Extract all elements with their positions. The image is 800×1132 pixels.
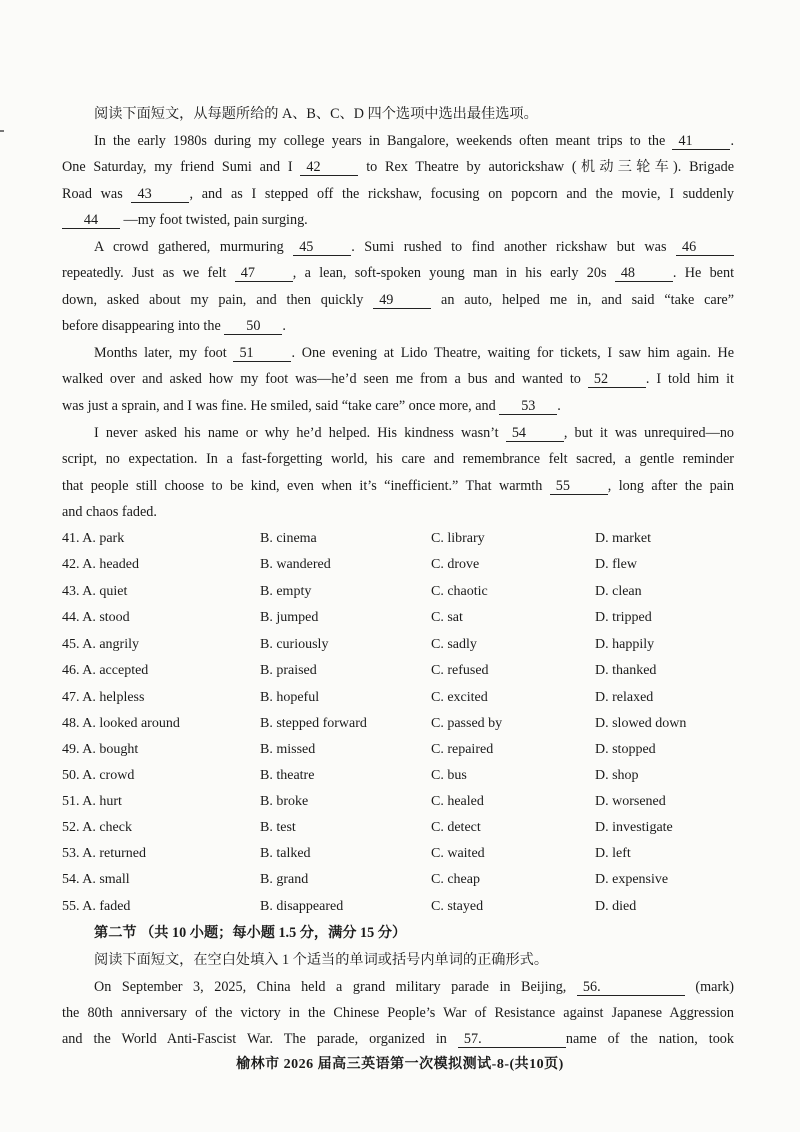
option-d: D. stopped [595,742,656,757]
section-2-heading: 第二节 （共 10 小题；每小题 1.5 分，满分 15 分） [94,925,407,941]
section-2-line-1: On September 3, 2025, China held a grand military parade in Beijing, 56. (mark) [94,979,735,995]
option-c: C. excited [431,690,488,705]
option-c: C. cheap [431,872,480,887]
option-b: B. curiously [260,637,329,652]
option-c: C. bus [431,768,467,783]
option-row-42 [62,555,734,577]
option-row-49 [62,740,734,762]
option-b: B. hopeful [260,690,320,705]
option-b: B. theatre [260,768,315,783]
option-b: B. talked [260,846,311,861]
option-b: B. disappeared [260,899,344,914]
option-c: C. stayed [431,899,484,914]
option-row-45 [62,635,734,657]
blank-50: 50 [224,318,282,335]
blank-43: 43 [131,186,189,203]
option-d: D. flew [595,557,637,572]
option-a: 48. A. looked around [62,716,180,731]
option-b: B. stepped forward [260,716,367,731]
passage-line-3: Road was 43 , and as I stepped off the rickshaw, focusing on popcorn and the movie, I suddenly [62,186,734,202]
option-c: C. refused [431,663,489,678]
option-d: D. clean [595,584,642,599]
blank-48: 48 [615,265,673,282]
passage-line-2: One Saturday, my friend Sumi and I 42 to Rex Theatre by autorickshaw (机动三轮车). Brigade [62,159,735,175]
option-b: B. wandered [260,557,331,572]
passage-line-6: repeatedly. Just as we felt 47 , a lean, soft-spoken young man in his early 20s 48 . He bent [62,265,735,281]
blank-54: 54 [506,425,564,442]
option-d: D. died [595,899,637,914]
option-c: C. drove [431,557,480,572]
option-a: 55. A. faded [62,899,131,914]
option-a: 41. A. park [62,531,125,546]
option-d: D. worsened [595,794,666,809]
blank-42: 42 [300,159,358,176]
option-a: 52. A. check [62,820,132,835]
option-c: C. healed [431,794,484,809]
option-a: 47. A. helpless [62,690,145,705]
option-b: B. test [260,820,296,835]
option-a: 44. A. stood [62,610,130,625]
option-a: 54. A. small [62,872,130,887]
passage-line-11: was just a sprain, and I was fine. He smiled, said “take care” once more, and 53 . [62,398,561,414]
option-a: 50. A. crowd [62,768,135,783]
option-d: D. tripped [595,610,652,625]
option-a: 45. A. angrily [62,637,139,652]
option-a: 42. A. headed [62,557,139,572]
option-c: C. detect [431,820,481,835]
option-d: D. relaxed [595,690,654,705]
option-d: D. investigate [595,820,673,835]
option-row-46 [62,661,734,683]
option-c: C. passed by [431,716,503,731]
option-b: B. missed [260,742,316,757]
option-d: D. market [595,531,651,546]
option-row-43 [62,582,734,604]
option-b: B. grand [260,872,309,887]
blank-51: 51 [233,345,291,362]
passage-line-1: In the early 1980s during my college years in Bangalore, weekends often meant trips to the 41 . [94,133,734,149]
option-d: D. happily [595,637,655,652]
blank-52: 52 [588,371,646,388]
blank-47: 47 [235,265,293,282]
passage-line-5: A crowd gathered, murmuring 45 . Sumi rushed to find another rickshaw but was 46 [94,237,734,257]
passage-line-14: that people still choose to be kind, even when it’s “inefficient.” That warmth 55 , long after the pain [62,478,735,494]
blank-46: 46 [676,239,734,256]
passage-line-12: I never asked his name or why he’d helped. His kindness wasn’t 54 , but it was unrequired—no [94,425,735,441]
option-b: B. cinema [260,531,317,546]
section-2-line-2: the 80th anniversary of the victory in the Chinese People’s War of Resistance against Japanese Aggression [62,1005,734,1021]
blank-45: 45 [293,239,351,256]
scan-mark [0,130,4,132]
blank-55: 55 [550,478,608,495]
option-d: D. slowed down [595,716,687,731]
option-a: 53. A. returned [62,846,146,861]
option-a: 46. A. accepted [62,663,149,678]
option-row-48 [62,714,734,736]
option-c: C. repaired [431,742,494,757]
option-row-52 [62,818,734,840]
option-c: C. sadly [431,637,477,652]
passage-line-9: Months later, my foot 51 . One evening at Lido Theatre, waiting for tickets, I saw him again. He [94,345,735,361]
page-footer: 榆林市 2026 届高三英语第一次模拟测试-8-(共10页) [236,1057,564,1072]
option-row-55 [62,897,734,919]
option-b: B. broke [260,794,309,809]
option-d: D. thanked [595,663,657,678]
section-2-line-3: and the World Anti-Fascist War. The parade, organized in 57. name of the nation, took [62,1031,734,1047]
passage-line-13: script, no expectation. In a fast-forgetting world, his care and remembrance felt sacred, a gentle reminder [62,451,734,467]
passage-line-8: before disappearing into the 50 . [62,318,286,334]
option-row-47 [62,688,734,710]
option-d: D. left [595,846,631,861]
section-2-instruction: 阅读下面短文，在空白处填入 1 个适当的单词或括号内单词的正确形式。 [94,952,549,968]
option-row-41 [62,529,734,551]
blank-57: 57. [458,1031,566,1048]
option-d: D. expensive [595,872,669,887]
option-a: 43. A. quiet [62,584,128,599]
blank-53: 53 [499,398,557,415]
option-row-51 [62,792,734,814]
passage-line-15: and chaos faded. [62,504,157,520]
option-b: B. empty [260,584,312,599]
option-a: 51. A. hurt [62,794,122,809]
passage-line-4: 44 —my foot twisted, pain surging. [62,210,734,230]
option-c: C. library [431,531,485,546]
blank-44: 44 [62,212,120,229]
option-d: D. shop [595,768,639,783]
option-c: C. waited [431,846,485,861]
option-b: B. jumped [260,610,319,625]
option-row-54 [62,870,734,892]
instruction-1: 阅读下面短文，从每题所给的 A、B、C、D 四个选项中选出最佳选项。 [94,106,538,122]
passage-line-10: walked over and asked how my foot was—he’d seen me from a bus and wanted to 52 . I told him it [62,371,735,387]
option-c: C. chaotic [431,584,488,599]
blank-56: 56. [577,979,685,996]
option-row-50 [62,766,734,788]
option-c: C. sat [431,610,463,625]
option-a: 49. A. bought [62,742,139,757]
passage-line-7: down, asked about my pain, and then quickly 49 an auto, helped me in, and said “take care” [62,292,735,308]
blank-49: 49 [373,292,431,309]
option-row-44 [62,608,734,630]
option-b: B. praised [260,663,317,678]
option-row-53 [62,844,734,866]
blank-41: 41 [672,133,730,150]
